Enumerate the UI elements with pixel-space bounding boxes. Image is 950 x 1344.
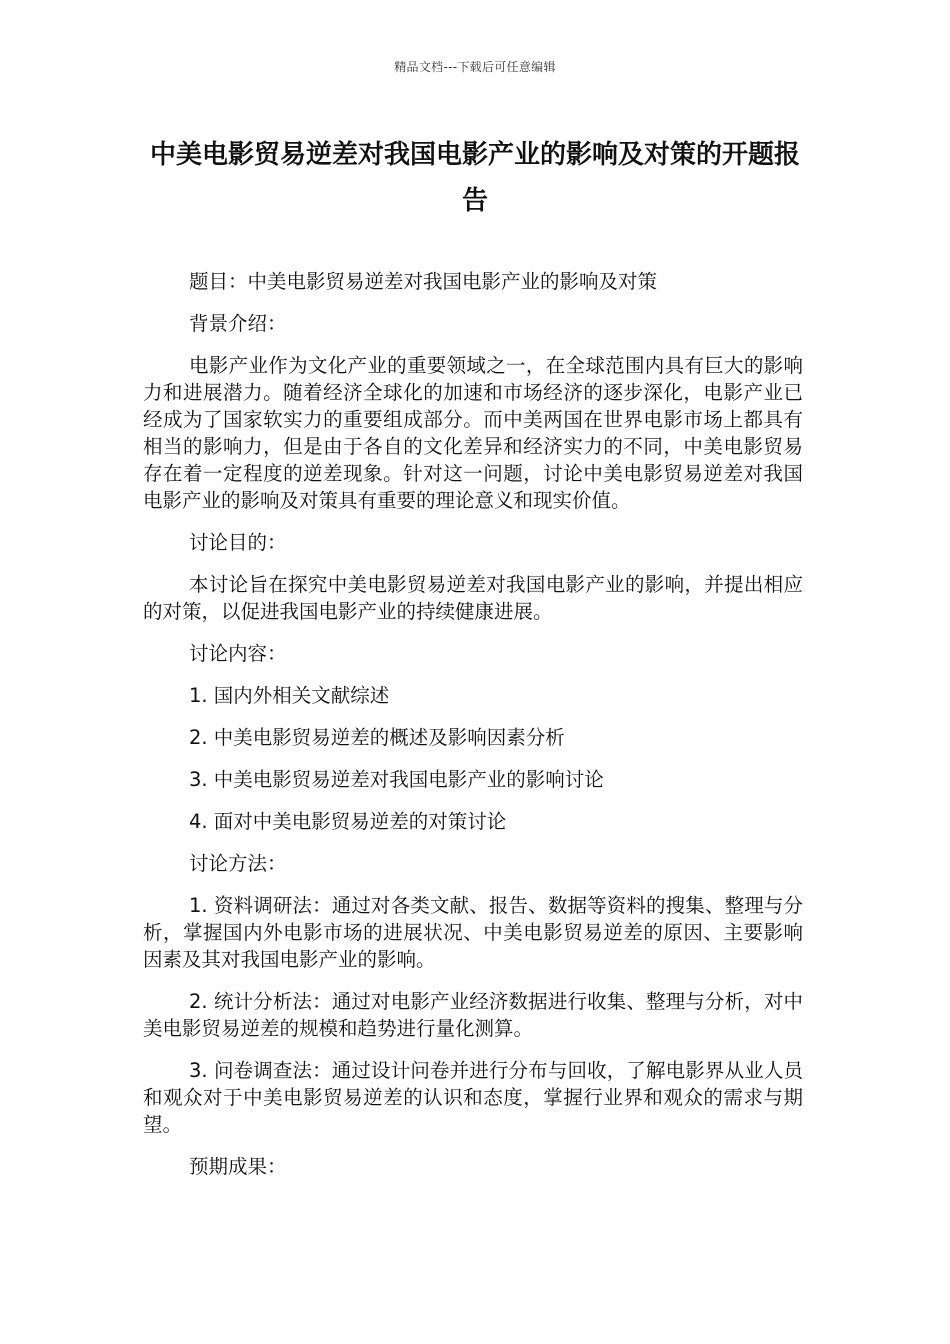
purpose-paragraph: 本讨论旨在探究中美电影贸易逆差对我国电影产业的影响，并提出相应的对策，以促进我国电影产业的持续健康进展。: [143, 573, 803, 623]
background-paragraph: 电影产业作为文化产业的重要领域之一，在全球范围内具有巨大的影响力和进展潜力。随着经济全球化的加速和市场经济的逐步深化，电影产业已经成为了国家软实力的重要组成部分。而中美两国在世界电影市场上都具有相当的影响力，但是由于各自的文化差异和经济实力的不同，中美电影贸易存在着一定程度的逆差现象。针对这一问题，讨论中美电影贸易逆差对我国电影产业的影响及对策具有重要的理论意义和现实价值。: [143, 354, 803, 512]
method-item: 3. 问卷调查法：通过设计问卷并进行分布与回收，了解电影界从业人员和观众对于中美电影贸易逆差的认识和态度，掌握行业界和观众的需求与期望。: [143, 1059, 803, 1136]
topic-line: 题目：中美电影贸易逆差对我国电影产业的影响及对策: [189, 270, 658, 293]
section-heading-content: 讨论内容：: [189, 642, 287, 665]
section-heading-methods: 讨论方法：: [189, 852, 287, 875]
document-body: [143, 268, 803, 1195]
content-item: 1. 国内外相关文献综述: [189, 684, 390, 707]
section-heading-purpose: 讨论目的：: [189, 531, 287, 554]
content-item: 4. 面对中美电影贸易逆差的对策讨论: [189, 810, 507, 833]
header-note: 精品文档---下载后可任意编辑: [394, 60, 556, 74]
method-item: 2. 统计分析法：通过对电影产业经济数据进行收集、整理与分析，对中美电影贸易逆差的规模和趋势进行量化测算。: [143, 990, 803, 1040]
content-item: 3. 中美电影贸易逆差对我国电影产业的影响讨论: [189, 768, 604, 791]
section-heading-outcomes: 预期成果：: [189, 1155, 287, 1178]
content-item: 2. 中美电影贸易逆差的概述及影响因素分析: [189, 726, 565, 749]
section-heading-background: 背景介绍：: [189, 312, 287, 335]
document-title: 中美电影贸易逆差对我国电影产业的影响及对策的开题报告: [149, 140, 800, 216]
method-item: 1. 资料调研法：通过对各类文献、报告、数据等资料的搜集、整理与分析，掌握国内外电影市场的进展状况、中美电影贸易逆差的原因、主要影响因素及其对我国电影产业的影响。: [143, 894, 803, 971]
